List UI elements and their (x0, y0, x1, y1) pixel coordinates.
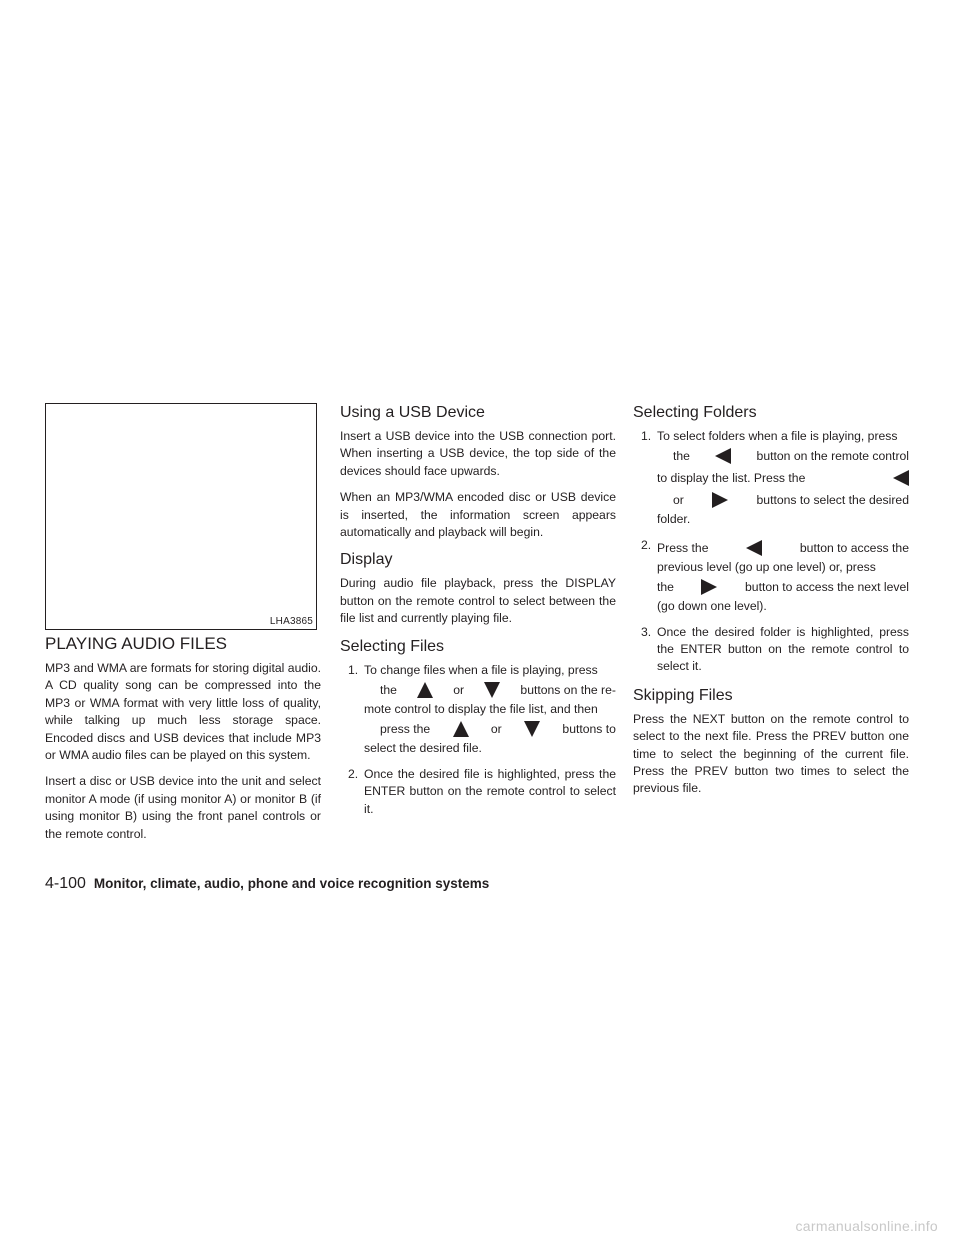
step-text: the (673, 449, 690, 464)
usb-paragraph-1: Insert a USB device into the USB connection port. When inserting a USB device, the top side of the devices should face upwards. (340, 429, 616, 478)
left-arrow-icon (715, 448, 731, 464)
step-text: Once the desired file is highlighted, press the ENTER button on the remote control to select it. (364, 766, 616, 816)
section-heading-display: Display (340, 551, 393, 569)
step-text: button to access the next level (745, 580, 909, 595)
step-number: 1. (641, 429, 652, 443)
step-text: buttons to (562, 722, 616, 737)
section-heading-selecting-files: Selecting Files (340, 637, 445, 655)
step-line (657, 467, 909, 489)
step-text: buttons on the re- (520, 683, 616, 698)
step-line (657, 576, 909, 598)
figure-placeholder (45, 403, 317, 630)
step-text: (go down one level). (657, 599, 767, 614)
step-text: to display the list. Press the (657, 471, 806, 486)
step-text: button on the remote control (756, 449, 909, 464)
list-item (340, 662, 616, 758)
step-number: 2. (348, 766, 359, 781)
step-text: buttons to select the desired (756, 493, 909, 508)
down-arrow-icon (524, 721, 540, 737)
step-line (657, 445, 909, 467)
usb-paragraph-2: When an MP3/WMA encoded disc or USB device is inserted, the information screen appears automatically and playback will begin. (340, 490, 616, 540)
step-line (657, 489, 909, 511)
step-number: 3. (641, 624, 652, 639)
up-arrow-icon (417, 682, 433, 698)
section-heading-usb-device: Using a USB Device (340, 404, 485, 421)
section-heading-skipping-files: Skipping Files (633, 686, 733, 704)
selecting-folders-steps (633, 428, 909, 676)
step-text: To change files when a file is playing, press (364, 662, 598, 677)
step-text: or (453, 683, 465, 698)
watermark: carmanualsonline.info (795, 1218, 938, 1234)
list-item (633, 537, 909, 616)
step-text: button to access the (799, 540, 909, 555)
up-arrow-icon (453, 721, 469, 737)
step-text: or (490, 722, 502, 737)
display-paragraph: During audio file playback, press the DISPLAY button on the remote control to select between the file list and currently playing file. (340, 576, 616, 626)
playing-paragraph-1: MP3 and WMA are formats for storing digital audio. A CD quality song can be compressed into the MP3 or WMA format with very little loss of quality, while talking up much less storage space. Encoded discs and USB devices that include MP3 or WMA audio files can be played on this system. (45, 661, 321, 763)
step-text: mote control to display the file list, and then (364, 702, 598, 717)
step-text: To select folders when a file is playing, press (657, 429, 898, 443)
section-heading-playing-audio-files: PLAYING AUDIO FILES (45, 634, 228, 653)
left-arrow-icon (893, 470, 909, 486)
step-text: select the desired file. (364, 741, 482, 756)
left-arrow-icon (746, 540, 762, 556)
step-number: 1. (348, 662, 359, 677)
down-arrow-icon (484, 682, 500, 698)
step-line (657, 537, 909, 559)
step-text: press the (380, 722, 431, 737)
step-text: the (380, 683, 397, 698)
section-heading-selecting-folders: Selecting Folders (633, 404, 757, 421)
step-line (364, 718, 616, 740)
step-text: previous level (go up one level) or, press (657, 559, 876, 574)
step-text: Once the desired folder is highlighted, press the ENTER button on the remote control to select it. (657, 624, 909, 674)
column-middle (340, 403, 616, 828)
step-text: Press the (657, 540, 709, 555)
page-footer (45, 875, 489, 893)
column-right (633, 403, 909, 807)
right-arrow-icon (701, 579, 717, 595)
list-item (633, 428, 909, 529)
right-arrow-icon (712, 492, 728, 508)
selecting-files-steps (340, 662, 616, 818)
column-left (45, 403, 321, 852)
list-item (633, 624, 909, 676)
figure-code: LHA3865 (269, 616, 313, 627)
list-item (340, 766, 616, 818)
skipping-paragraph: Press the NEXT button on the remote control to select to the next file. Press the PREV button one time to select the beginning of the current file. Press the PREV button two times to select the previous file. (633, 711, 909, 796)
playing-paragraph-2: Insert a disc or USB device into the unit and select monitor A mode (if using monitor A) or monitor B (if using monitor B) using the front panel controls or the remote control. (45, 774, 321, 841)
step-text: folder. (657, 512, 691, 527)
chapter-title: Monitor, climate, audio, phone and voice recognition systems (93, 876, 490, 891)
page-number: 4-100 (45, 875, 86, 892)
step-text: the (657, 580, 674, 595)
step-line (364, 679, 616, 701)
step-number: 2. (641, 537, 652, 552)
step-text: or (673, 493, 684, 508)
